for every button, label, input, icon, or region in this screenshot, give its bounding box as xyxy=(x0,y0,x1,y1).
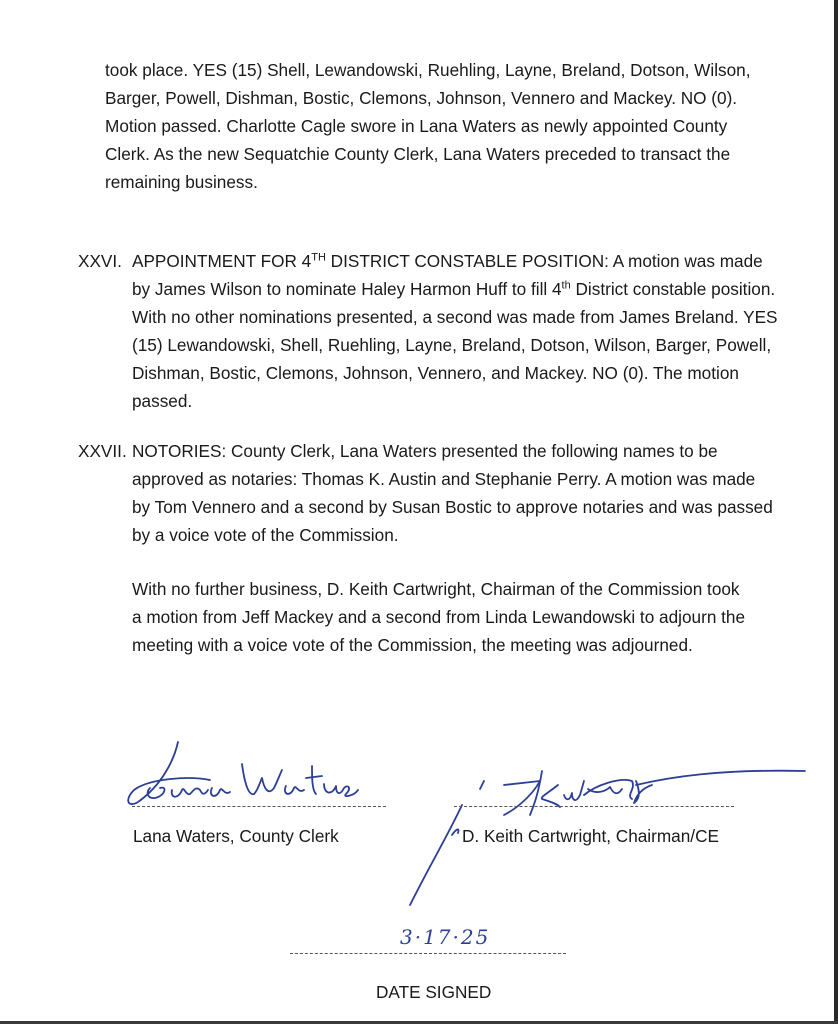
page-edge xyxy=(834,0,838,1024)
item-body: APPOINTMENT FOR 4TH DISTRICT CONSTABLE POSITION: A motion was made by James Wilson to nominate Haley Harmon Huff to fill 4th District constable position. With no other nominations presented, a second was made from James Breland. YES (15) Lewandowski, Shell, Ruehling, Layne, Breland, Dotson, Wilson, Barger, Powell, Dishman, Bostic, Clemons, Johnson, Vennero, and Mackey. NO (0). The motion passed. xyxy=(132,251,778,411)
item-number: XXVII. xyxy=(78,441,127,461)
item-body: NOTORIES: County Clerk, Lana Waters presented the following names to be approved as notaries: Thomas K. Austin and Stephanie Perry. A motion was made by Tom Vennero and a second by Susan Bostic to approve notaries and was passed by a voice vote of the Commission. xyxy=(132,441,773,545)
clerk-signature-label: Lana Waters, County Clerk xyxy=(133,826,339,846)
chairman-signature-label: D. Keith Cartwright, Chairman/CE xyxy=(462,826,719,846)
agenda-item-xxvi xyxy=(78,247,778,415)
date-signed-label: DATE SIGNED xyxy=(376,982,492,1002)
agenda-item-xxvii xyxy=(78,437,778,549)
handwritten-date: 3·17·25 xyxy=(400,925,491,949)
chairman-signature-line xyxy=(454,806,734,807)
item-title: APPOINTMENT FOR 4TH DISTRICT CONSTABLE POSITION: xyxy=(132,251,609,271)
clerk-signature-line xyxy=(132,806,386,807)
item-number: XXVI. xyxy=(78,251,122,271)
clerk-signature xyxy=(120,730,360,815)
continued-paragraph: took place. YES (15) Shell, Lewandowski, Ruehling, Layne, Breland, Dotson, Wilson, Barger, Powell, Dishman, Bostic, Clemons, Johnson, Vennero and Mackey. NO (0). Motion passed. Charlotte Cagle swore in Lana Waters as newly appointed County Clerk. As the new Sequatchie County Clerk, Lana Waters preceded to transact the remaining business. xyxy=(105,60,751,192)
date-signature-line xyxy=(290,953,566,954)
closing-paragraph: With no further business, D. Keith Cartwright, Chairman of the Commission took a motion from Jeff Mackey and a second from Linda Lewandowski to adjourn the meeting with a voice vote of the Commission, the meeting was adjourned. xyxy=(132,579,746,655)
